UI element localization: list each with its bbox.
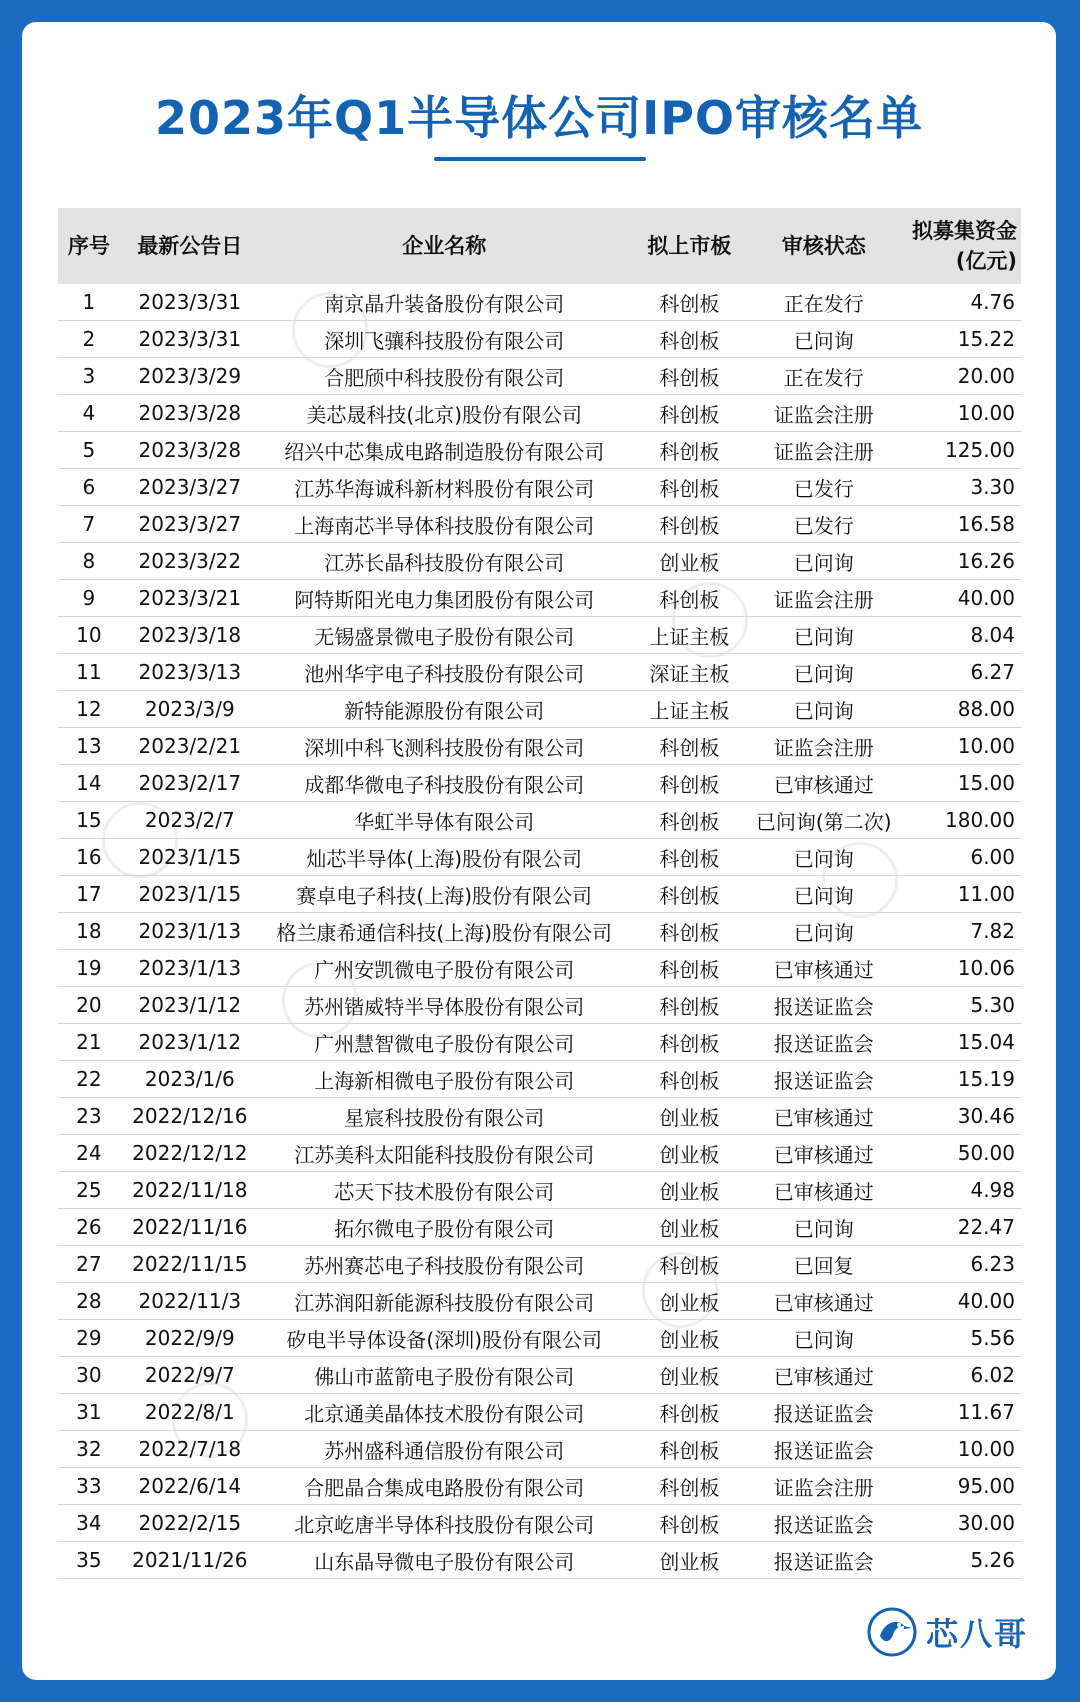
listing-board: 创业板 xyxy=(629,1135,751,1172)
table-row xyxy=(58,691,1021,728)
row-number: 22 xyxy=(58,1061,120,1098)
review-status: 已问询 xyxy=(750,913,897,950)
announcement-date: 2023/3/13 xyxy=(120,654,260,691)
row-number: 1 xyxy=(58,284,120,321)
review-status: 已审核通过 xyxy=(750,1172,897,1209)
listing-board: 创业板 xyxy=(629,1209,751,1246)
review-status: 报送证监会 xyxy=(750,987,897,1024)
table-row xyxy=(58,432,1021,469)
announcement-date: 2023/3/18 xyxy=(120,617,260,654)
company-name: 矽电半导体设备(深圳)股份有限公司 xyxy=(260,1320,629,1357)
review-status: 已审核通过 xyxy=(750,1135,897,1172)
row-number: 33 xyxy=(58,1468,120,1505)
row-number: 9 xyxy=(58,580,120,617)
review-status: 已问询 xyxy=(750,543,897,580)
listing-board: 科创板 xyxy=(629,395,751,432)
column-header: 拟上市板 xyxy=(629,208,751,284)
listing-board: 科创板 xyxy=(629,802,751,839)
listing-board: 科创板 xyxy=(629,728,751,765)
fundraising-amount: 6.00 xyxy=(897,839,1021,876)
listing-board: 创业板 xyxy=(629,1283,751,1320)
table-row xyxy=(58,543,1021,580)
company-name: 苏州盛科通信股份有限公司 xyxy=(260,1431,629,1468)
listing-board: 科创板 xyxy=(629,987,751,1024)
listing-board: 创业板 xyxy=(629,1098,751,1135)
fundraising-amount: 5.26 xyxy=(897,1542,1021,1579)
row-number: 32 xyxy=(58,1431,120,1468)
announcement-date: 2023/3/31 xyxy=(120,284,260,321)
document-card xyxy=(22,22,1056,1680)
fundraising-amount: 22.47 xyxy=(897,1209,1021,1246)
company-name: 拓尔微电子股份有限公司 xyxy=(260,1209,629,1246)
review-status: 已审核通过 xyxy=(750,950,897,987)
title-underline xyxy=(434,157,646,161)
company-name: 池州华宇电子科技股份有限公司 xyxy=(260,654,629,691)
table-row xyxy=(58,839,1021,876)
review-status: 已回复 xyxy=(750,1246,897,1283)
table-row xyxy=(58,1283,1021,1320)
announcement-date: 2022/9/9 xyxy=(120,1320,260,1357)
listing-board: 科创板 xyxy=(629,321,751,358)
announcement-date: 2023/2/7 xyxy=(120,802,260,839)
company-name: 阿特斯阳光电力集团股份有限公司 xyxy=(260,580,629,617)
row-number: 10 xyxy=(58,617,120,654)
table-row xyxy=(58,1061,1021,1098)
table-row xyxy=(58,876,1021,913)
row-number: 19 xyxy=(58,950,120,987)
announcement-date: 2022/11/18 xyxy=(120,1172,260,1209)
table-row xyxy=(58,1098,1021,1135)
announcement-date: 2023/3/29 xyxy=(120,358,260,395)
review-status: 证监会注册 xyxy=(750,580,897,617)
table-row xyxy=(58,987,1021,1024)
review-status: 报送证监会 xyxy=(750,1024,897,1061)
table-row xyxy=(58,617,1021,654)
company-name: 新特能源股份有限公司 xyxy=(260,691,629,728)
page-title: 2023年Q1半导体公司IPO审核名单 xyxy=(154,91,924,145)
table-row xyxy=(58,395,1021,432)
row-number: 16 xyxy=(58,839,120,876)
listing-board: 科创板 xyxy=(629,506,751,543)
review-status: 已问询 xyxy=(750,654,897,691)
announcement-date: 2023/1/13 xyxy=(120,913,260,950)
row-number: 15 xyxy=(58,802,120,839)
review-status: 证监会注册 xyxy=(750,395,897,432)
listing-board: 上证主板 xyxy=(629,617,751,654)
announcement-date: 2023/1/12 xyxy=(120,1024,260,1061)
review-status: 已问询 xyxy=(750,839,897,876)
company-name: 上海新相微电子股份有限公司 xyxy=(260,1061,629,1098)
review-status: 正在发行 xyxy=(750,358,897,395)
fundraising-amount: 16.26 xyxy=(897,543,1021,580)
row-number: 34 xyxy=(58,1505,120,1542)
fundraising-amount: 15.04 xyxy=(897,1024,1021,1061)
fundraising-amount: 16.58 xyxy=(897,506,1021,543)
announcement-date: 2023/3/9 xyxy=(120,691,260,728)
table-row xyxy=(58,1468,1021,1505)
row-number: 27 xyxy=(58,1246,120,1283)
fundraising-amount: 30.00 xyxy=(897,1505,1021,1542)
listing-board: 科创板 xyxy=(629,1468,751,1505)
fundraising-amount: 5.30 xyxy=(897,987,1021,1024)
company-name: 格兰康希通信科技(上海)股份有限公司 xyxy=(260,913,629,950)
fundraising-amount: 40.00 xyxy=(897,1283,1021,1320)
announcement-date: 2023/2/21 xyxy=(120,728,260,765)
listing-board: 科创板 xyxy=(629,1246,751,1283)
announcement-date: 2023/1/12 xyxy=(120,987,260,1024)
company-name: 山东晶导微电子股份有限公司 xyxy=(260,1542,629,1579)
review-status: 已审核通过 xyxy=(750,1098,897,1135)
review-status: 已审核通过 xyxy=(750,1283,897,1320)
listing-board: 科创板 xyxy=(629,1505,751,1542)
row-number: 28 xyxy=(58,1283,120,1320)
review-status: 已问询 xyxy=(750,876,897,913)
review-status: 证监会注册 xyxy=(750,1468,897,1505)
table-row xyxy=(58,580,1021,617)
company-name: 绍兴中芯集成电路制造股份有限公司 xyxy=(260,432,629,469)
announcement-date: 2023/3/31 xyxy=(120,321,260,358)
table-row xyxy=(58,728,1021,765)
listing-board: 科创板 xyxy=(629,1394,751,1431)
announcement-date: 2022/2/15 xyxy=(120,1505,260,1542)
column-header: 审核状态 xyxy=(750,208,897,284)
row-number: 6 xyxy=(58,469,120,506)
row-number: 5 xyxy=(58,432,120,469)
fundraising-amount: 4.76 xyxy=(897,284,1021,321)
listing-board: 科创板 xyxy=(629,876,751,913)
company-name: 江苏润阳新能源科技股份有限公司 xyxy=(260,1283,629,1320)
fundraising-amount: 88.00 xyxy=(897,691,1021,728)
announcement-date: 2022/12/12 xyxy=(120,1135,260,1172)
review-status: 报送证监会 xyxy=(750,1505,897,1542)
ipo-table xyxy=(58,208,1021,1579)
company-name: 江苏华海诚科新材料股份有限公司 xyxy=(260,469,629,506)
table-row xyxy=(58,1172,1021,1209)
review-status: 已问询 xyxy=(750,1320,897,1357)
announcement-date: 2022/11/15 xyxy=(120,1246,260,1283)
review-status: 已审核通过 xyxy=(750,765,897,802)
listing-board: 创业板 xyxy=(629,1357,751,1394)
announcement-date: 2023/1/15 xyxy=(120,839,260,876)
company-name: 北京屹唐半导体科技股份有限公司 xyxy=(260,1505,629,1542)
row-number: 12 xyxy=(58,691,120,728)
row-number: 14 xyxy=(58,765,120,802)
fundraising-amount: 40.00 xyxy=(897,580,1021,617)
review-status: 已问询 xyxy=(750,691,897,728)
announcement-date: 2023/3/27 xyxy=(120,469,260,506)
table-row xyxy=(58,654,1021,691)
fundraising-amount: 6.27 xyxy=(897,654,1021,691)
company-name: 赛卓电子科技(上海)股份有限公司 xyxy=(260,876,629,913)
table-row xyxy=(58,1542,1021,1579)
review-status: 证监会注册 xyxy=(750,432,897,469)
listing-board: 科创板 xyxy=(629,580,751,617)
listing-board: 创业板 xyxy=(629,1320,751,1357)
fundraising-amount: 4.98 xyxy=(897,1172,1021,1209)
row-number: 23 xyxy=(58,1098,120,1135)
company-name: 江苏长晶科技股份有限公司 xyxy=(260,543,629,580)
company-name: 深圳飞骧科技股份有限公司 xyxy=(260,321,629,358)
announcement-date: 2022/9/7 xyxy=(120,1357,260,1394)
fundraising-amount: 180.00 xyxy=(897,802,1021,839)
table-row xyxy=(58,1394,1021,1431)
review-status: 已发行 xyxy=(750,469,897,506)
company-name: 灿芯半导体(上海)股份有限公司 xyxy=(260,839,629,876)
fundraising-amount: 6.23 xyxy=(897,1246,1021,1283)
listing-board: 创业板 xyxy=(629,1172,751,1209)
row-number: 2 xyxy=(58,321,120,358)
company-name: 美芯晟科技(北京)股份有限公司 xyxy=(260,395,629,432)
company-name: 南京晶升装备股份有限公司 xyxy=(260,284,629,321)
announcement-date: 2023/1/13 xyxy=(120,950,260,987)
listing-board: 科创板 xyxy=(629,839,751,876)
fundraising-amount: 30.46 xyxy=(897,1098,1021,1135)
announcement-date: 2022/6/14 xyxy=(120,1468,260,1505)
row-number: 21 xyxy=(58,1024,120,1061)
company-name: 苏州锴威特半导体股份有限公司 xyxy=(260,987,629,1024)
table-row xyxy=(58,950,1021,987)
row-number: 11 xyxy=(58,654,120,691)
fundraising-amount: 15.00 xyxy=(897,765,1021,802)
announcement-date: 2023/1/6 xyxy=(120,1061,260,1098)
fundraising-amount: 20.00 xyxy=(897,358,1021,395)
company-name: 成都华微电子科技股份有限公司 xyxy=(260,765,629,802)
listing-board: 创业板 xyxy=(629,543,751,580)
announcement-date: 2022/12/16 xyxy=(120,1098,260,1135)
fundraising-amount: 10.00 xyxy=(897,1431,1021,1468)
row-number: 35 xyxy=(58,1542,120,1579)
row-number: 29 xyxy=(58,1320,120,1357)
company-name: 星宸科技股份有限公司 xyxy=(260,1098,629,1135)
company-name: 苏州赛芯电子科技股份有限公司 xyxy=(260,1246,629,1283)
table-row xyxy=(58,1505,1021,1542)
review-status: 已问询(第二次) xyxy=(750,802,897,839)
review-status: 报送证监会 xyxy=(750,1542,897,1579)
fundraising-amount: 15.19 xyxy=(897,1061,1021,1098)
table-row xyxy=(58,1024,1021,1061)
table-row xyxy=(58,1320,1021,1357)
table-row xyxy=(58,802,1021,839)
review-status: 已发行 xyxy=(750,506,897,543)
announcement-date: 2023/3/22 xyxy=(120,543,260,580)
table-row xyxy=(58,1135,1021,1172)
announcement-date: 2021/11/26 xyxy=(120,1542,260,1579)
fundraising-amount: 10.00 xyxy=(897,395,1021,432)
company-name: 合肥颀中科技股份有限公司 xyxy=(260,358,629,395)
table-row xyxy=(58,1357,1021,1394)
row-number: 24 xyxy=(58,1135,120,1172)
table-row xyxy=(58,1431,1021,1468)
company-name: 佛山市蓝箭电子股份有限公司 xyxy=(260,1357,629,1394)
listing-board: 科创板 xyxy=(629,1431,751,1468)
brand-name: 芯八哥 xyxy=(925,1615,1028,1653)
listing-board: 科创板 xyxy=(629,284,751,321)
row-number: 17 xyxy=(58,876,120,913)
row-number: 7 xyxy=(58,506,120,543)
company-name: 上海南芯半导体科技股份有限公司 xyxy=(260,506,629,543)
column-header: 企业名称 xyxy=(260,208,629,284)
listing-board: 创业板 xyxy=(629,1542,751,1579)
listing-board: 科创板 xyxy=(629,1061,751,1098)
fundraising-amount: 6.02 xyxy=(897,1357,1021,1394)
table-row xyxy=(58,1209,1021,1246)
listing-board: 科创板 xyxy=(629,913,751,950)
review-status: 已问询 xyxy=(750,321,897,358)
column-header: 序号 xyxy=(58,208,120,284)
row-number: 8 xyxy=(58,543,120,580)
review-status: 报送证监会 xyxy=(750,1394,897,1431)
row-number: 13 xyxy=(58,728,120,765)
announcement-date: 2023/3/28 xyxy=(120,395,260,432)
table-row xyxy=(58,765,1021,802)
listing-board: 科创板 xyxy=(629,432,751,469)
table-row xyxy=(58,506,1021,543)
column-header: 最新公告日 xyxy=(120,208,260,284)
fundraising-amount: 125.00 xyxy=(897,432,1021,469)
table-row xyxy=(58,284,1021,321)
listing-board: 上证主板 xyxy=(629,691,751,728)
row-number: 25 xyxy=(58,1172,120,1209)
announcement-date: 2022/11/16 xyxy=(120,1209,260,1246)
fundraising-amount: 11.00 xyxy=(897,876,1021,913)
fundraising-amount: 95.00 xyxy=(897,1468,1021,1505)
table-row xyxy=(58,913,1021,950)
table-row xyxy=(58,358,1021,395)
fundraising-amount: 15.22 xyxy=(897,321,1021,358)
listing-board: 科创板 xyxy=(629,358,751,395)
table-header-row xyxy=(58,208,1021,284)
listing-board: 科创板 xyxy=(629,1024,751,1061)
announcement-date: 2023/3/27 xyxy=(120,506,260,543)
fundraising-amount: 3.30 xyxy=(897,469,1021,506)
listing-board: 科创板 xyxy=(629,950,751,987)
review-status: 报送证监会 xyxy=(750,1061,897,1098)
listing-board: 科创板 xyxy=(629,469,751,506)
review-status: 已审核通过 xyxy=(750,1357,897,1394)
announcement-date: 2022/7/18 xyxy=(120,1431,260,1468)
announcement-date: 2023/1/15 xyxy=(120,876,260,913)
announcement-date: 2022/8/1 xyxy=(120,1394,260,1431)
table-row xyxy=(58,1246,1021,1283)
company-name: 芯天下技术股份有限公司 xyxy=(260,1172,629,1209)
brand-logo xyxy=(866,1606,1028,1658)
review-status: 证监会注册 xyxy=(750,728,897,765)
column-header: 拟募集资金(亿元) xyxy=(897,208,1021,284)
fundraising-amount: 8.04 xyxy=(897,617,1021,654)
company-name: 广州安凯微电子股份有限公司 xyxy=(260,950,629,987)
row-number: 26 xyxy=(58,1209,120,1246)
company-name: 合肥晶合集成电路股份有限公司 xyxy=(260,1468,629,1505)
row-number: 3 xyxy=(58,358,120,395)
kingfisher-logo-icon xyxy=(866,1606,918,1658)
announcement-date: 2023/3/21 xyxy=(120,580,260,617)
company-name: 江苏美科太阳能科技股份有限公司 xyxy=(260,1135,629,1172)
row-number: 4 xyxy=(58,395,120,432)
row-number: 30 xyxy=(58,1357,120,1394)
fundraising-amount: 10.00 xyxy=(897,728,1021,765)
company-name: 华虹半导体有限公司 xyxy=(260,802,629,839)
fundraising-amount: 5.56 xyxy=(897,1320,1021,1357)
listing-board: 深证主板 xyxy=(629,654,751,691)
fundraising-amount: 11.67 xyxy=(897,1394,1021,1431)
row-number: 31 xyxy=(58,1394,120,1431)
company-name: 无锡盛景微电子股份有限公司 xyxy=(260,617,629,654)
table-row xyxy=(58,469,1021,506)
announcement-date: 2023/3/28 xyxy=(120,432,260,469)
review-status: 已问询 xyxy=(750,1209,897,1246)
review-status: 报送证监会 xyxy=(750,1431,897,1468)
fundraising-amount: 10.06 xyxy=(897,950,1021,987)
company-name: 北京通美晶体技术股份有限公司 xyxy=(260,1394,629,1431)
table-row xyxy=(58,321,1021,358)
review-status: 正在发行 xyxy=(750,284,897,321)
row-number: 18 xyxy=(58,913,120,950)
row-number: 20 xyxy=(58,987,120,1024)
announcement-date: 2023/2/17 xyxy=(120,765,260,802)
review-status: 已问询 xyxy=(750,617,897,654)
fundraising-amount: 7.82 xyxy=(897,913,1021,950)
announcement-date: 2022/11/3 xyxy=(120,1283,260,1320)
company-name: 广州慧智微电子股份有限公司 xyxy=(260,1024,629,1061)
listing-board: 科创板 xyxy=(629,765,751,802)
fundraising-amount: 50.00 xyxy=(897,1135,1021,1172)
company-name: 深圳中科飞测科技股份有限公司 xyxy=(260,728,629,765)
